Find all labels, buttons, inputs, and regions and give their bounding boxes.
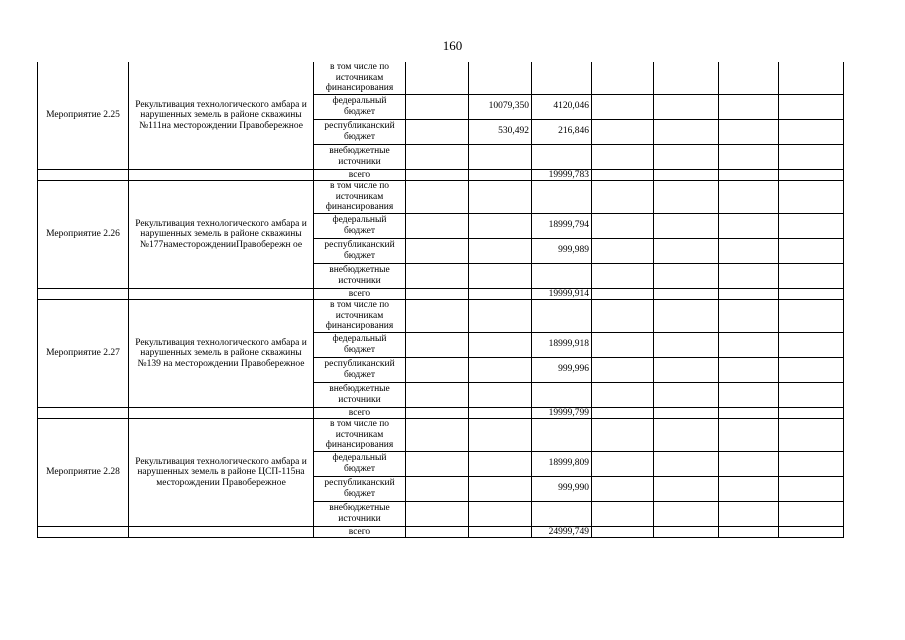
empty-cell [406,181,469,214]
empty-cell [654,451,719,476]
empty-cell [406,169,469,181]
table-body [38,62,844,538]
empty-cell [779,62,844,94]
funding-source: в том числе по источникам финансирования [314,62,406,94]
empty-cell [406,62,469,94]
empty-cell [592,407,654,419]
amount-cell: 18999,918 [532,332,592,357]
empty-cell [129,288,314,300]
empty-cell [719,169,779,181]
empty-cell [719,213,779,238]
empty-cell [654,94,719,119]
empty-cell [654,144,719,169]
empty-cell [406,263,469,288]
amount-cell: 10079,350 [469,94,532,119]
empty-cell [654,382,719,407]
event-description: Рекультивация технологического амбара и нарушенных земель в районе скважины №177наместорожденииПравобережн ое [129,181,314,289]
total-label: всего [314,526,406,538]
empty-cell [654,476,719,501]
amount-cell [469,357,532,382]
budget-table [37,62,844,538]
amount-cell [469,213,532,238]
empty-cell [654,181,719,214]
empty-cell [779,263,844,288]
event-label: Мероприятие 2.26 [38,181,129,289]
empty-cell [406,332,469,357]
empty-cell [406,476,469,501]
event-description: Рекультивация технологического амбара и нарушенных земель в районе скважины №111на месторождении Правобережное [129,62,314,169]
amount-cell [469,501,532,526]
empty-cell [129,526,314,538]
empty-cell [592,288,654,300]
empty-cell [779,476,844,501]
total-row [38,169,844,181]
funding-source: в том числе по источникам финансирования [314,419,406,452]
empty-cell [654,169,719,181]
empty-cell [654,288,719,300]
amount-cell [469,419,532,452]
empty-cell [406,238,469,263]
empty-cell [469,288,532,300]
total-amount: 19999,914 [532,288,592,300]
amount-cell [469,62,532,94]
empty-cell [592,213,654,238]
amount-cell [469,144,532,169]
empty-cell [779,526,844,538]
empty-cell [406,357,469,382]
amount-cell [532,263,592,288]
amount-cell [532,501,592,526]
empty-cell [719,263,779,288]
empty-cell [779,300,844,333]
amount-cell: 4120,046 [532,94,592,119]
empty-cell [779,407,844,419]
funding-source: федеральный бюджет [314,213,406,238]
empty-cell [779,357,844,382]
empty-cell [129,169,314,181]
empty-cell [654,300,719,333]
funding-source: внебюджетные источники [314,382,406,407]
total-amount: 19999,783 [532,169,592,181]
amount-cell: 18999,809 [532,451,592,476]
amount-cell [469,300,532,333]
empty-cell [779,213,844,238]
amount-cell [532,300,592,333]
total-label: всего [314,169,406,181]
empty-cell [592,332,654,357]
table-row [38,300,844,333]
empty-cell [592,526,654,538]
total-amount: 24999,749 [532,526,592,538]
amount-cell [532,382,592,407]
empty-cell [406,288,469,300]
empty-cell [654,357,719,382]
empty-cell [469,407,532,419]
empty-cell [592,419,654,452]
empty-cell [779,501,844,526]
total-label: всего [314,407,406,419]
empty-cell [719,119,779,144]
empty-cell [719,382,779,407]
empty-cell [719,144,779,169]
empty-cell [406,382,469,407]
empty-cell [592,451,654,476]
empty-cell [129,407,314,419]
empty-cell [779,419,844,452]
empty-cell [654,332,719,357]
empty-cell [406,407,469,419]
funding-source: в том числе по источникам финансирования [314,300,406,333]
empty-cell [592,382,654,407]
empty-cell [592,263,654,288]
empty-cell [719,407,779,419]
empty-cell [779,181,844,214]
funding-source: внебюджетные источники [314,144,406,169]
amount-cell [469,332,532,357]
empty-cell [654,501,719,526]
empty-cell [592,94,654,119]
amount-cell [532,181,592,214]
empty-cell [592,119,654,144]
table-row [38,181,844,214]
empty-cell [38,407,129,419]
table-row [38,419,844,452]
empty-cell [592,181,654,214]
empty-cell [592,476,654,501]
empty-cell [469,169,532,181]
empty-cell [654,213,719,238]
empty-cell [406,300,469,333]
empty-cell [719,300,779,333]
empty-cell [779,94,844,119]
empty-cell [719,476,779,501]
empty-cell [406,419,469,452]
funding-source: республиканский бюджет [314,119,406,144]
amount-cell: 999,990 [532,476,592,501]
empty-cell [654,119,719,144]
empty-cell [38,288,129,300]
funding-source: федеральный бюджет [314,332,406,357]
page-number: 160 [442,38,463,53]
empty-cell [779,288,844,300]
empty-cell [406,501,469,526]
empty-cell [719,238,779,263]
funding-source: внебюджетные источники [314,501,406,526]
empty-cell [592,62,654,94]
empty-cell [779,382,844,407]
amount-cell [532,62,592,94]
empty-cell [719,451,779,476]
funding-source: федеральный бюджет [314,94,406,119]
total-row [38,288,844,300]
total-label: всего [314,288,406,300]
event-label: Мероприятие 2.27 [38,300,129,408]
empty-cell [719,419,779,452]
empty-cell [406,119,469,144]
amount-cell: 999,989 [532,238,592,263]
empty-cell [719,501,779,526]
amount-cell [469,263,532,288]
event-label: Мероприятие 2.28 [38,419,129,527]
funding-source: республиканский бюджет [314,357,406,382]
table-row [38,62,844,94]
empty-cell [654,238,719,263]
empty-cell [719,526,779,538]
empty-cell [654,62,719,94]
empty-cell [654,419,719,452]
empty-cell [719,181,779,214]
empty-cell [469,526,532,538]
empty-cell [779,238,844,263]
empty-cell [654,263,719,288]
empty-cell [779,332,844,357]
funding-source: республиканский бюджет [314,238,406,263]
amount-cell: 999,996 [532,357,592,382]
empty-cell [654,526,719,538]
empty-cell [719,332,779,357]
empty-cell [779,144,844,169]
amount-cell [469,181,532,214]
amount-cell [532,419,592,452]
empty-cell [719,62,779,94]
empty-cell [592,357,654,382]
empty-cell [38,526,129,538]
empty-cell [592,300,654,333]
amount-cell: 18999,794 [532,213,592,238]
funding-source: федеральный бюджет [314,451,406,476]
empty-cell [779,169,844,181]
empty-cell [592,169,654,181]
amount-cell [469,476,532,501]
empty-cell [38,169,129,181]
total-amount: 19999,799 [532,407,592,419]
funding-source: внебюджетные источники [314,263,406,288]
empty-cell [592,501,654,526]
empty-cell [406,144,469,169]
empty-cell [592,238,654,263]
amount-cell [469,451,532,476]
funding-source: в том числе по источникам финансирования [314,181,406,214]
empty-cell [406,94,469,119]
event-description: Рекультивация технологического амбара и нарушенных земель в районе ЦСП-115на месторождении Правобережное [129,419,314,527]
amount-cell [469,382,532,407]
amount-cell: 530,492 [469,119,532,144]
amount-cell: 216,846 [532,119,592,144]
total-row [38,526,844,538]
funding-source: республиканский бюджет [314,476,406,501]
empty-cell [779,451,844,476]
total-row [38,407,844,419]
empty-cell [592,144,654,169]
empty-cell [654,407,719,419]
amount-cell [532,144,592,169]
event-description: Рекультивация технологического амбара и нарушенных земель в районе скважины №139 на месторождении Правобережное [129,300,314,408]
empty-cell [406,451,469,476]
empty-cell [406,526,469,538]
empty-cell [779,119,844,144]
empty-cell [719,288,779,300]
empty-cell [719,357,779,382]
empty-cell [719,94,779,119]
event-label: Мероприятие 2.25 [38,62,129,169]
empty-cell [406,213,469,238]
amount-cell [469,238,532,263]
